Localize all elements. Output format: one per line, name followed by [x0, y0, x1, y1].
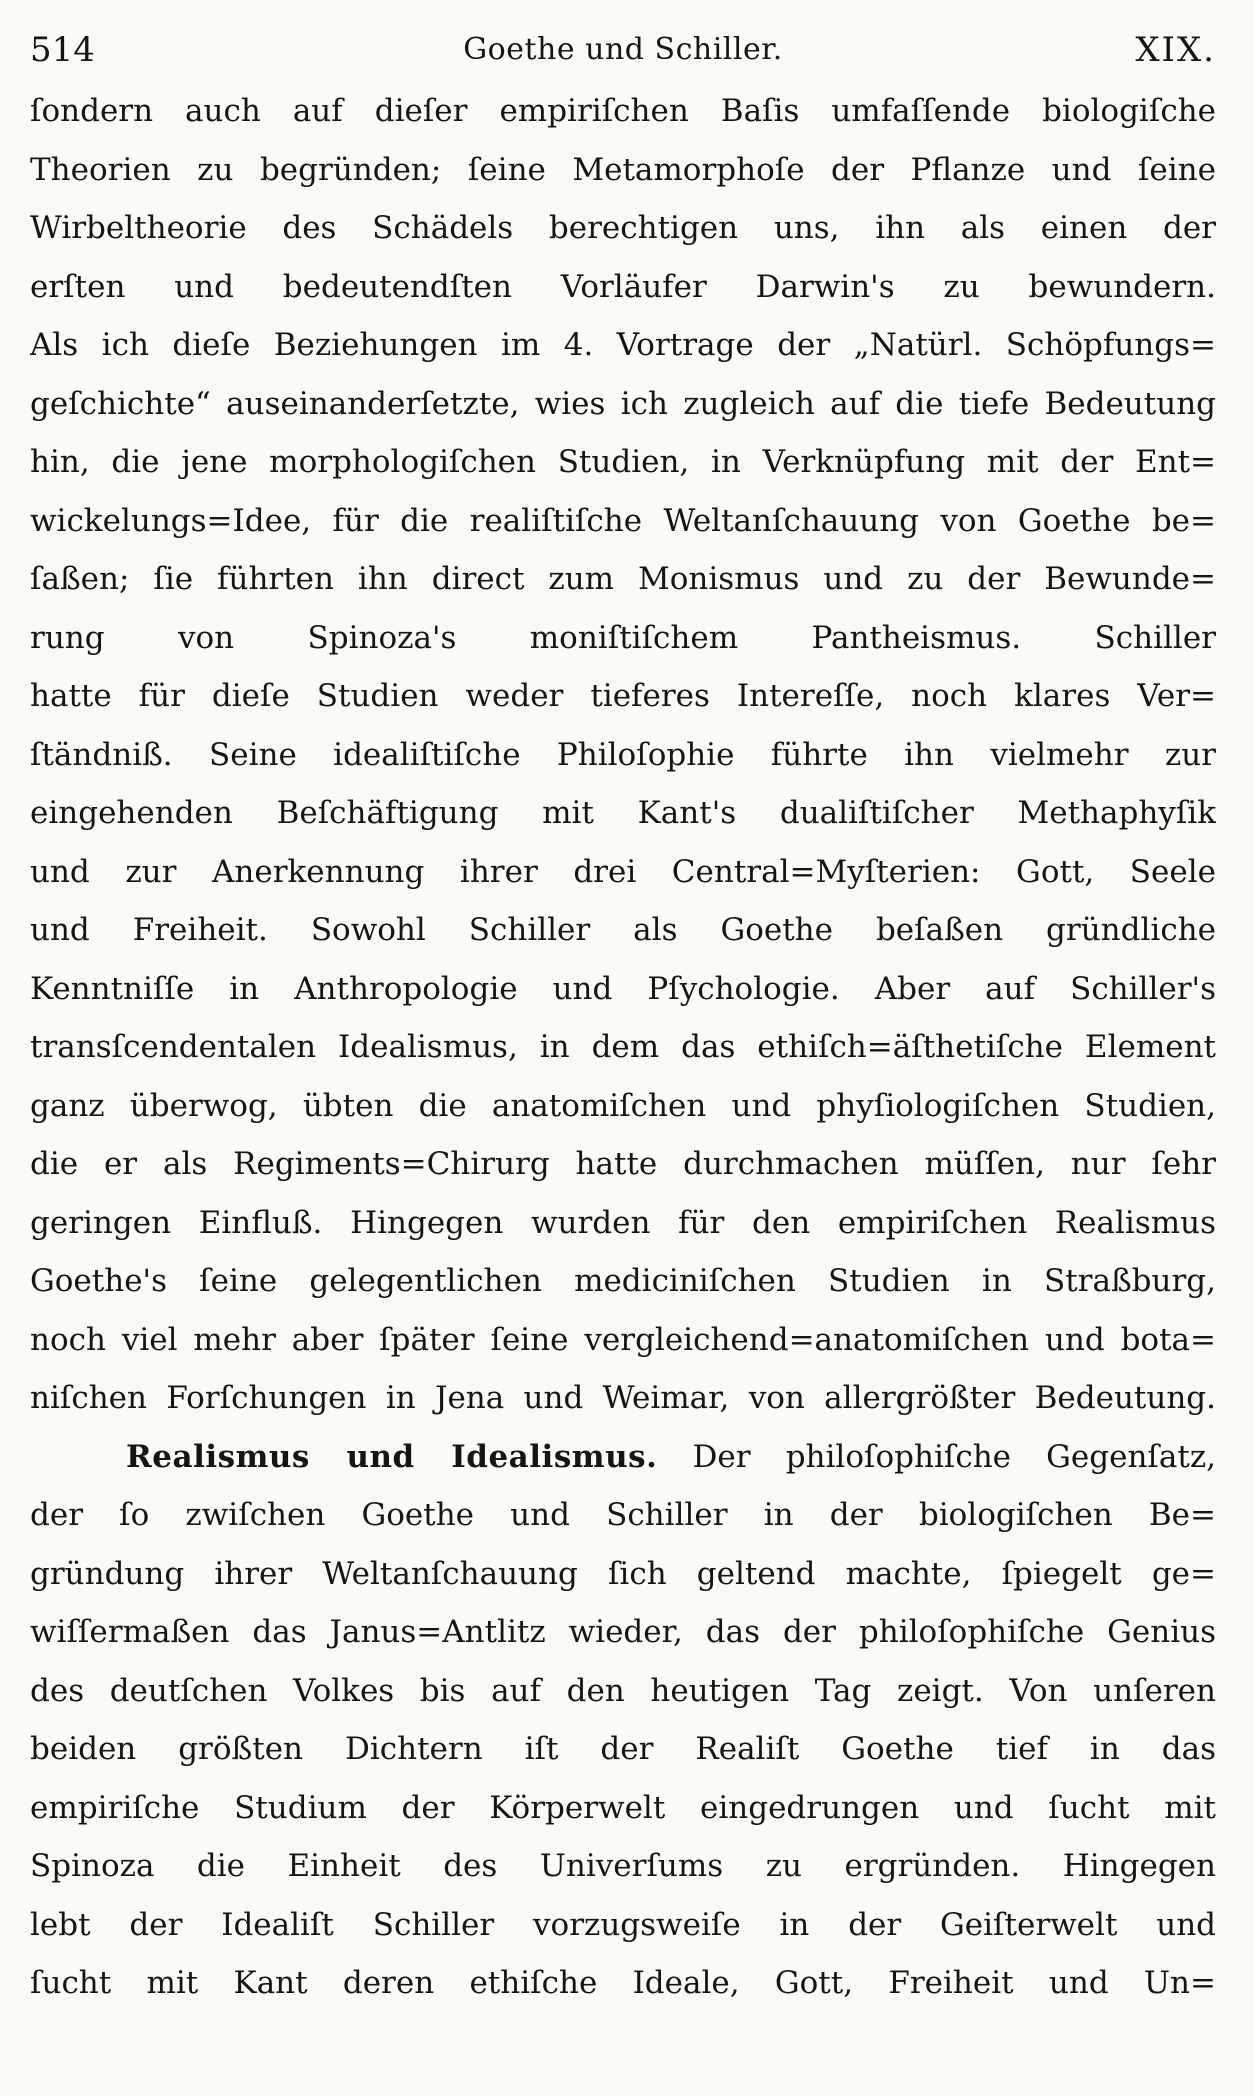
paragraph-1: [30, 82, 1216, 1428]
text-line: ganz überwog, übten die anatomiſchen und phyſiologiſchen Studien,: [30, 1087, 1216, 1124]
text-line: der ſo zwiſchen Goethe und Schiller in der biologiſchen Be=: [30, 1497, 1216, 1533]
text-line: geringen Einfluß. Hingegen wurden für den empiriſchen Realismus: [30, 1204, 1216, 1241]
text-line: wickelungs=Idee, für die realiſtiſche Weltanſchauung von Goethe be=: [30, 502, 1216, 539]
text-line: ſtändniß. Seine idealiſtiſche Philoſophie führte ihn vielmehr zur: [30, 736, 1216, 773]
page-number: 514: [30, 30, 95, 70]
text-line: eingehenden Beſchäftigung mit Kant's dualiſtiſcher Methaphyſik: [30, 795, 1216, 831]
text-line: Spinoza die Einheit des Univerſums zu ergründen. Hingegen: [30, 1848, 1216, 1884]
text-line: Kenntniſſe in Anthropologie und Pſychologie. Aber auf Schiller's: [30, 970, 1216, 1007]
text-line-first: [30, 1428, 1216, 1487]
text-line: ſaßen; ſie führten ihn direct zum Monismus und zu der Bewunde=: [30, 561, 1216, 597]
book-page: [30, 18, 1216, 2078]
text-line: empiriſche Studium der Körperwelt eingedrungen und ſucht mit: [30, 1789, 1216, 1826]
text-line: lebt der Idealiſt Schiller vorzugsweiſe in der Geiſterwelt und: [30, 1906, 1216, 1943]
text-line: ſucht mit Kant deren ethiſche Ideale, Gott, Freiheit und Un=: [30, 1965, 1216, 2001]
text-line: transſcendentalen Idealismus, in dem das ethiſch=äſthetiſche Element: [30, 1029, 1216, 1065]
running-title: Goethe und Schiller.: [463, 32, 783, 67]
text-line: rung von Spinoza's moniſtiſchem Pantheismus. Schiller: [30, 619, 1216, 656]
text-line: die er als Regiments=Chirurg hatte durchmachen müſſen, nur ſehr: [30, 1146, 1216, 1182]
text-line: und Freiheit. Sowohl Schiller als Goethe beſaßen gründliche: [30, 912, 1216, 948]
text-line-rest: Der philoſophiſche Gegenſatz,: [692, 1438, 1216, 1475]
text-line: noch viel mehr aber ſpäter ſeine vergleichend=anatomiſchen und bota=: [30, 1321, 1216, 1358]
chapter-number: XIX.: [1135, 30, 1216, 70]
section-heading: Realismus und Idealismus.: [126, 1438, 658, 1475]
text-line: ſondern auch auf dieſer empiriſchen Baſis umfaſſende biologiſche: [30, 93, 1216, 129]
text-line: wiſſermaßen das Janus=Antlitz wieder, das der philoſophiſche Genius: [30, 1614, 1216, 1650]
text-line: beiden größten Dichtern iſt der Realiſt Goethe tief in das: [30, 1731, 1216, 1767]
text-line: Wirbeltheorie des Schädels berechtigen uns, ihn als einen der: [30, 210, 1216, 246]
text-line: und zur Anerkennung ihrer drei Central=Myſterien: Gott, Seele: [30, 853, 1216, 890]
text-line: des deutſchen Volkes bis auf den heutigen Tag zeigt. Von unſeren: [30, 1672, 1216, 1709]
text-line: erſten und bedeutendſten Vorläufer Darwin's zu bewundern.: [30, 268, 1216, 305]
text-line: Theorien zu begründen; ſeine Metamorphoſe der Pflanze und ſeine: [30, 151, 1216, 188]
text-line: Als ich dieſe Beziehungen im 4. Vortrage der „Natürl. Schöpfungs=: [30, 327, 1216, 363]
running-header: [30, 18, 1216, 82]
paragraph-2: [30, 1428, 1216, 2013]
text-line: geſchichte“ auseinanderſetzte, wies ich zugleich auf die tiefe Bedeutung: [30, 385, 1216, 422]
text-line: niſchen Forſchungen in Jena und Weimar, von allergrößter Bedeutung.: [30, 1380, 1216, 1416]
text-line: hin, die jene morphologiſchen Studien, in Verknüpfung mit der Ent=: [30, 444, 1216, 480]
text-line: hatte für dieſe Studien weder tieferes Intereſſe, noch klares Ver=: [30, 678, 1216, 714]
text-line: Goethe's ſeine gelegentlichen mediciniſchen Studien in Straßburg,: [30, 1263, 1216, 1299]
text-line: gründung ihrer Weltanſchauung ſich geltend machte, ſpiegelt ge=: [30, 1555, 1216, 1592]
